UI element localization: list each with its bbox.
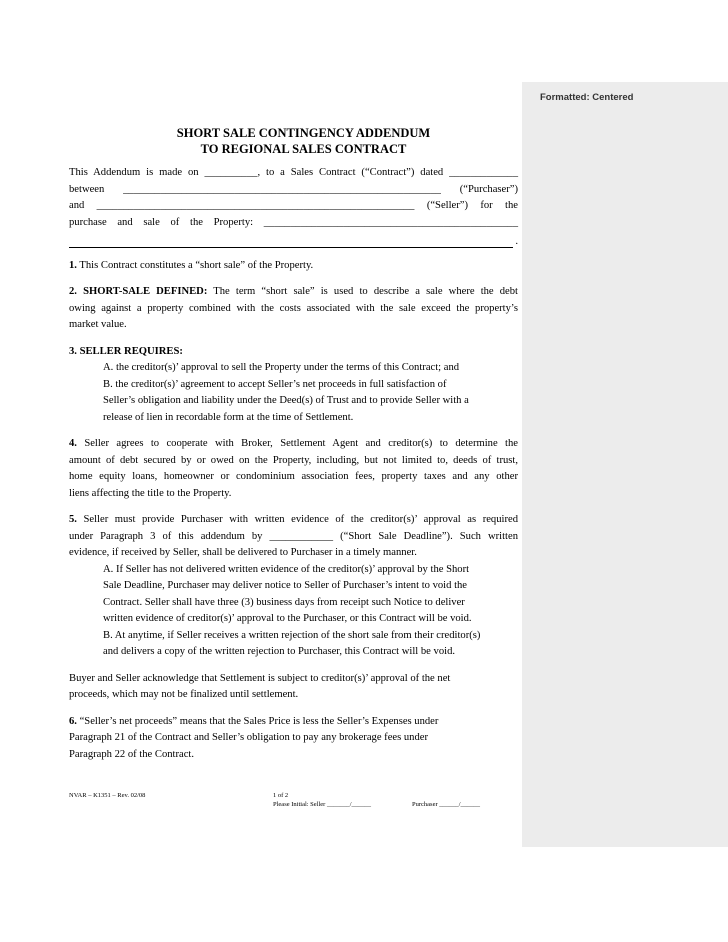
list-item-continued: and delivers a copy of the written rejection to Purchaser, this Contract will be void. [103, 646, 456, 657]
section-text: amount of debt secured by or owed on the Property, including, but not limited to, deeds of trust, [69, 454, 518, 466]
section-text: Paragraph 21 of the Contract and Seller’s obligation to pay any brokerage fees under [69, 732, 428, 743]
section-text: liens affecting the title to the Property. [69, 487, 232, 499]
section-text: market value. [69, 319, 127, 330]
section-2 [69, 284, 518, 334]
section-4 [69, 436, 518, 502]
acknowledgement-paragraph [69, 671, 518, 704]
section-3 [69, 344, 518, 427]
section-text: This Contract constitutes a “short sale” of the Property. [76, 259, 314, 271]
section-text: proceeds, which may not be finalized until settlement. [69, 689, 299, 700]
section-number: 6. [69, 715, 77, 727]
list-item: A. If Seller has not delivered written evidence of the creditor(s)’ approval by the Short [103, 563, 470, 575]
section-number: 4. [69, 438, 77, 449]
section-text: Seller agrees to cooperate with Broker, Settlement Agent and creditor(s) to determine the [76, 438, 518, 449]
property-blank-line [69, 231, 513, 248]
section-heading: SHORT-SALE DEFINED: [76, 286, 208, 297]
section-text: evidence, if received by Seller, shall be delivered to Purchaser in a timely manner. [69, 547, 417, 558]
purchaser-initials: Purchaser ______/______ [412, 801, 481, 808]
section-text: owing against a property combined with the costs associated with the sale exceed the property’s [69, 302, 518, 314]
document-body [69, 126, 518, 763]
section-number: 1. [69, 259, 77, 271]
intro-line: purchase and sale of the Property: ________________________________________________ [69, 216, 518, 228]
comment-sidebar [522, 82, 728, 847]
title-line-2: TO REGIONAL SALES CONTRACT [200, 141, 407, 156]
section-text: The term “short sale” is used to describe a sale where the debt [207, 286, 518, 297]
section-heading: 3. SELLER REQUIRES: [69, 345, 183, 357]
section-number: 2. [69, 286, 77, 297]
page-number: 1 of 2 [273, 792, 289, 799]
document-title [89, 126, 518, 157]
section-6 [69, 714, 518, 764]
section-number: 5. [69, 514, 77, 525]
section-text: under Paragraph 3 of this addendum by ____________ (“Short Sale Deadline”). Such written [69, 530, 518, 542]
section-text: Paragraph 22 of the Contract. [69, 748, 195, 760]
section-text: “Seller’s net proceeds” means that the Sales Price is less the Seller’s Expenses under [76, 715, 439, 727]
seller-initials: Please Initial: Seller _______/______ [273, 801, 372, 808]
intro-paragraph [69, 165, 518, 248]
list-item-continued: Contract. Seller shall have three (3) business days from receipt such Notice to deliver [103, 596, 465, 608]
intro-line: and ____________________________________________________________ (“Seller”) for the [69, 200, 518, 211]
list-item: B. the creditor(s)’ agreement to accept Seller’s net proceeds in full satisfaction of [103, 378, 447, 390]
title-line-1: SHORT SALE CONTINGENCY ADDENDUM [176, 126, 431, 140]
section-text: Buyer and Seller acknowledge that Settlement is subject to creditor(s)’ approval of the net [69, 672, 451, 684]
intro-line: This Addendum is made on __________, to a Sales Contract (“Contract”) dated _____________ [69, 167, 518, 178]
section-text: home equity loans, homeowner or condominium association fees, property taxes and any other [69, 471, 518, 482]
list-item: A. the creditor(s)’ approval to sell the Property under the terms of this Contract; and [103, 362, 460, 373]
list-item-continued: Sale Deadline, Purchaser may deliver notice to Seller of Purchaser’s intent to void the [103, 580, 468, 591]
formatting-comment: Formatted: Centered [540, 92, 634, 103]
list-item-continued: written evidence of creditor(s)’ approval to the Purchaser, or this Contract will be void. [103, 613, 472, 624]
intro-line: between ____________________________________________________________ (“Purchaser”) [69, 183, 518, 195]
section-5 [69, 512, 518, 661]
list-item-continued: Seller’s obligation and liability under the Deed(s) of Trust and to provide Seller with a [103, 395, 469, 406]
section-text: Seller must provide Purchaser with written evidence of the creditor(s)’ approval as required [76, 514, 518, 525]
section-1 [69, 258, 518, 275]
form-id: NVAR – K1351 – Rev. 02/08 [69, 792, 146, 799]
list-item-continued: release of lien in recordable form at the time of Settlement. [103, 411, 354, 423]
list-item: B. At anytime, if Seller receives a written rejection of the short sale from their creditor(s) [103, 629, 481, 641]
